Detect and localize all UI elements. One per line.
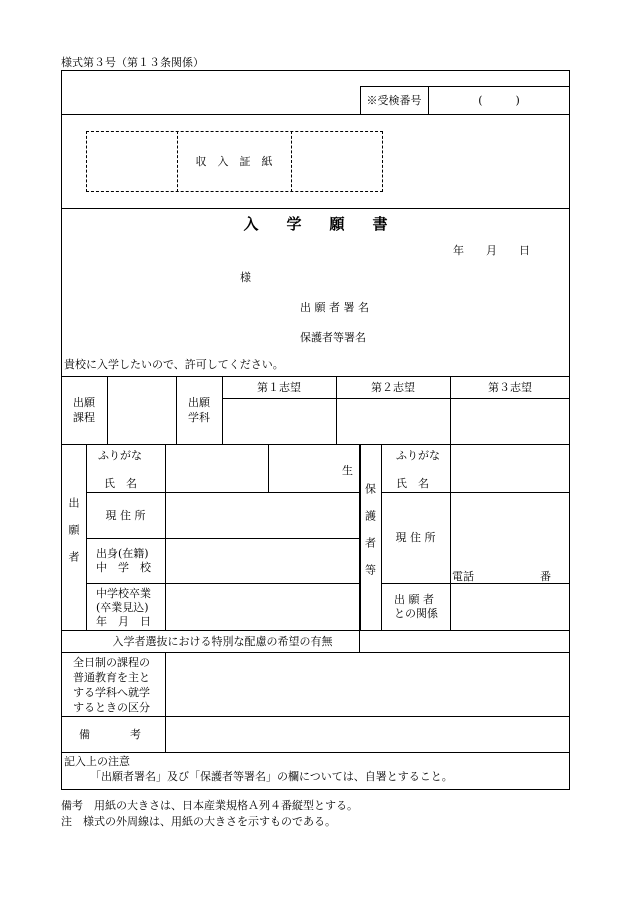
- divider: [381, 583, 570, 584]
- course-label: 出願課程: [73, 396, 95, 424]
- divider: [61, 444, 570, 445]
- exam-number-label: ※受検番号: [366, 93, 422, 107]
- stamp-label: 収 入 証 紙: [195, 155, 273, 168]
- applicant-address-label: 現 住 所: [105, 508, 146, 522]
- form-number: 様式第３号（第１３条関係）: [61, 56, 204, 69]
- divider: [61, 652, 570, 653]
- exam-number-field[interactable]: ( ): [478, 93, 520, 107]
- notes-text: 「出願者署名」及び「保護者等署名」の欄については、自署とすること。: [90, 770, 453, 783]
- fulltime-label-2: 普通教育を主と: [73, 671, 150, 684]
- divider: [107, 376, 108, 444]
- divider: [359, 630, 360, 652]
- choice1-label: 第１志望: [257, 380, 301, 394]
- subject-label: 出願学科: [188, 396, 210, 424]
- divider: [222, 398, 570, 399]
- fulltime-label-4: するときの区分: [73, 701, 150, 714]
- applicant-name-label: 氏 名: [104, 477, 137, 490]
- guardian-furigana-label: ふりがな: [396, 449, 440, 462]
- phone-label: 電話: [452, 570, 474, 583]
- applicant-signature-label: 出 願 者 署 名: [300, 301, 369, 314]
- fulltime-label-3: する学科へ就学: [73, 686, 150, 699]
- applicant-furigana-label: ふりがな: [98, 449, 142, 462]
- remarks-label: 備 考: [79, 727, 147, 741]
- divider: [450, 444, 451, 630]
- special-consideration-label: 入学者選抜における特別な配慮の希望の有無: [112, 634, 333, 648]
- choice3-label: 第３志望: [488, 380, 532, 394]
- page-title: 入学願書: [243, 214, 416, 233]
- grad-label-2: (卒業見込): [96, 601, 149, 614]
- phone-suffix: 番: [540, 570, 551, 583]
- divider: [165, 444, 166, 630]
- addressee-suffix: 様: [240, 271, 251, 284]
- divider: [86, 583, 359, 584]
- guardian-signature-label: 保護者等署名: [300, 331, 366, 344]
- request-text: 貴校に入学したいので、許可してください。: [64, 358, 284, 371]
- gender-suffix: 生: [342, 464, 353, 477]
- grad-label-3: 年 月 日: [96, 615, 151, 628]
- school-label-1: 出身(在籍): [96, 547, 149, 560]
- choice2-label: 第２志望: [371, 380, 415, 394]
- footer-remark: 備考 用紙の大きさは、日本産業規格Ａ列４番縦型とする。: [61, 799, 358, 812]
- guardian-section-label: 保護者等: [363, 483, 377, 591]
- divider: [291, 131, 292, 192]
- notes-heading: 記入上の注意: [64, 755, 130, 768]
- guardian-address-label: 現 住 所: [395, 531, 436, 544]
- relation-label-2: との関係: [394, 607, 438, 620]
- grad-label-1: 中学校卒業: [96, 587, 151, 600]
- divider: [86, 538, 359, 539]
- divider: [61, 114, 570, 115]
- divider: [61, 208, 570, 209]
- divider: [61, 752, 570, 753]
- guardian-name-label: 氏 名: [396, 477, 429, 490]
- school-label-2: 中 学 校: [96, 561, 151, 574]
- applicant-section-label: 出願者: [67, 496, 80, 578]
- relation-label-1: 出 願 者: [394, 593, 434, 606]
- date-field[interactable]: 年 月 日: [453, 244, 530, 257]
- footer-note: 注 様式の外周線は、用紙の大きさを示すものである。: [61, 815, 336, 828]
- fulltime-label-1: 全日制の課程の: [73, 656, 150, 669]
- divider: [165, 652, 166, 752]
- divider: [268, 444, 269, 492]
